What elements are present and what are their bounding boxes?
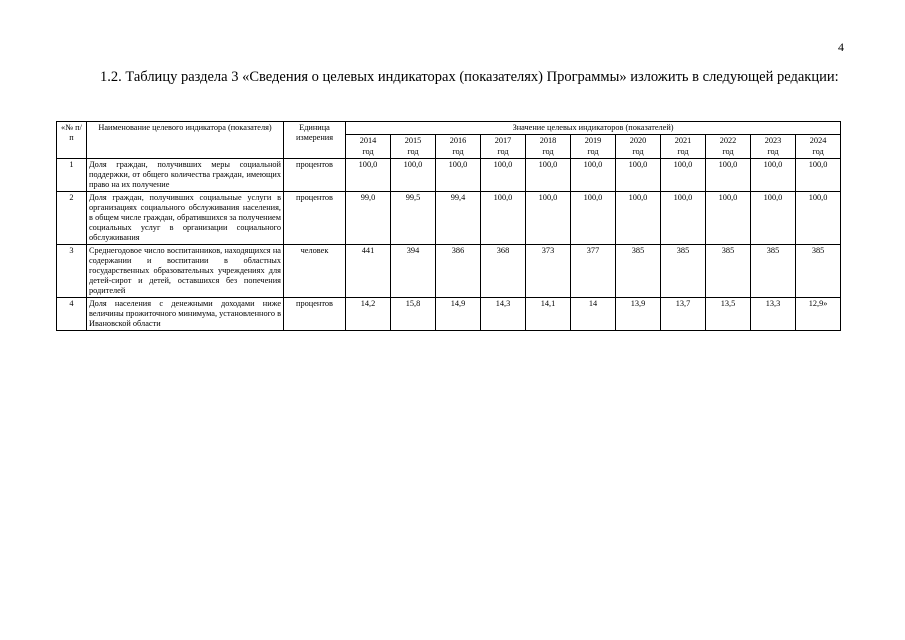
header-year xyxy=(436,135,481,159)
indicators-table xyxy=(56,121,841,331)
table-header-row xyxy=(57,122,841,135)
indicator-value: 100,0 xyxy=(391,159,436,192)
header-year-suffix: год xyxy=(812,147,824,156)
indicator-value: 100,0 xyxy=(571,159,616,192)
indicator-value: 12,9» xyxy=(796,298,841,331)
indicator-unit: человек xyxy=(284,245,346,298)
header-year-suffix: год xyxy=(632,147,644,156)
header-year xyxy=(481,135,526,159)
page-number: 4 xyxy=(838,40,844,54)
indicator-value: 100,0 xyxy=(751,159,796,192)
indicator-value: 100,0 xyxy=(571,192,616,245)
header-year xyxy=(796,135,841,159)
header-values-group: Значение целевых индикаторов (показателей) xyxy=(346,122,841,135)
indicator-value: 385 xyxy=(751,245,796,298)
indicator-value: 100,0 xyxy=(706,192,751,245)
header-year xyxy=(751,135,796,159)
row-number: 3 xyxy=(57,245,87,298)
header-year-value: 2016 xyxy=(449,136,467,145)
header-year-suffix: год xyxy=(497,147,509,156)
header-year-value: 2024 xyxy=(809,136,827,145)
indicator-value: 100,0 xyxy=(526,159,571,192)
indicator-value: 14,3 xyxy=(481,298,526,331)
indicator-value: 386 xyxy=(436,245,481,298)
header-year-suffix: год xyxy=(452,147,464,156)
indicator-name: Среднегодовое число воспитанников, находящихся на содержании и воспитании в областных государственных образовательных учреждениях для детей-сирот и детей, оставшихся без попечения родителей xyxy=(87,245,284,298)
header-year-value: 2019 xyxy=(584,136,602,145)
indicator-value: 368 xyxy=(481,245,526,298)
header-year xyxy=(616,135,661,159)
indicator-value: 385 xyxy=(706,245,751,298)
indicator-value: 373 xyxy=(526,245,571,298)
header-year xyxy=(706,135,751,159)
row-number: 1 xyxy=(57,159,87,192)
indicator-value: 13,9 xyxy=(616,298,661,331)
indicator-unit: процентов xyxy=(284,159,346,192)
indicator-value: 99,5 xyxy=(391,192,436,245)
header-year-suffix: год xyxy=(587,147,599,156)
header-unit: Единица измерения xyxy=(284,122,346,159)
indicator-value: 13,7 xyxy=(661,298,706,331)
indicator-value: 377 xyxy=(571,245,616,298)
indicator-value: 100,0 xyxy=(481,159,526,192)
table-body xyxy=(57,159,841,331)
header-year-suffix: год xyxy=(362,147,374,156)
indicator-value: 100,0 xyxy=(526,192,571,245)
indicator-value: 13,5 xyxy=(706,298,751,331)
table-row xyxy=(57,245,841,298)
indicator-value: 15,8 xyxy=(391,298,436,331)
header-year-value: 2022 xyxy=(719,136,737,145)
header-year-suffix: год xyxy=(407,147,419,156)
indicator-unit: процентов xyxy=(284,192,346,245)
indicator-name: Доля граждан, получивших меры социальной поддержки, от общего количества граждан, имеющих право на их получение xyxy=(87,159,284,192)
header-year xyxy=(571,135,616,159)
table-row xyxy=(57,192,841,245)
indicator-value: 385 xyxy=(616,245,661,298)
indicator-value: 100,0 xyxy=(481,192,526,245)
indicator-value: 100,0 xyxy=(661,192,706,245)
header-year-value: 2023 xyxy=(764,136,782,145)
indicator-value: 13,3 xyxy=(751,298,796,331)
indicator-value: 100,0 xyxy=(436,159,481,192)
header-year-value: 2014 xyxy=(359,136,377,145)
table-row xyxy=(57,298,841,331)
indicator-value: 385 xyxy=(661,245,706,298)
header-year-value: 2021 xyxy=(674,136,692,145)
indicator-name: Доля граждан, получивших социальные услуги в организациях социального обслуживания населения, в общем числе граждан, обратившихся за получением социальных услуг в организации социального обслуживания xyxy=(87,192,284,245)
indicator-name: Доля населения с денежными доходами ниже величины прожиточного минимума, установленного в Ивановской области xyxy=(87,298,284,331)
header-year-suffix: год xyxy=(722,147,734,156)
indicator-value: 394 xyxy=(391,245,436,298)
header-year-value: 2017 xyxy=(494,136,512,145)
header-year xyxy=(391,135,436,159)
header-year-suffix: год xyxy=(542,147,554,156)
header-year xyxy=(661,135,706,159)
intro-paragraph: 1.2. Таблицу раздела 3 «Сведения о целевых индикаторах (показателях) Программы» изложить в следующей редакции: xyxy=(100,69,839,85)
indicator-value: 100,0 xyxy=(796,192,841,245)
indicator-value: 14,2 xyxy=(346,298,391,331)
header-name: Наименование целевого индикатора (показателя) xyxy=(87,122,284,159)
header-year-value: 2018 xyxy=(539,136,557,145)
header-year-suffix: год xyxy=(677,147,689,156)
header-year xyxy=(526,135,571,159)
header-year-value: 2015 xyxy=(404,136,422,145)
header-year-value: 2020 xyxy=(629,136,647,145)
indicator-unit: процентов xyxy=(284,298,346,331)
header-year-suffix: год xyxy=(767,147,779,156)
table-row xyxy=(57,159,841,192)
indicator-value: 14 xyxy=(571,298,616,331)
indicator-value: 100,0 xyxy=(661,159,706,192)
indicator-value: 100,0 xyxy=(706,159,751,192)
indicator-value: 100,0 xyxy=(796,159,841,192)
header-num: «№ п/п xyxy=(57,122,87,159)
indicator-value: 99,4 xyxy=(436,192,481,245)
indicator-value: 14,9 xyxy=(436,298,481,331)
indicator-value: 441 xyxy=(346,245,391,298)
row-number: 4 xyxy=(57,298,87,331)
indicator-value: 99,0 xyxy=(346,192,391,245)
indicator-value: 385 xyxy=(796,245,841,298)
indicator-value: 100,0 xyxy=(346,159,391,192)
row-number: 2 xyxy=(57,192,87,245)
indicator-value: 100,0 xyxy=(616,192,661,245)
indicator-value: 100,0 xyxy=(616,159,661,192)
indicator-value: 100,0 xyxy=(751,192,796,245)
indicator-value: 14,1 xyxy=(526,298,571,331)
header-year xyxy=(346,135,391,159)
